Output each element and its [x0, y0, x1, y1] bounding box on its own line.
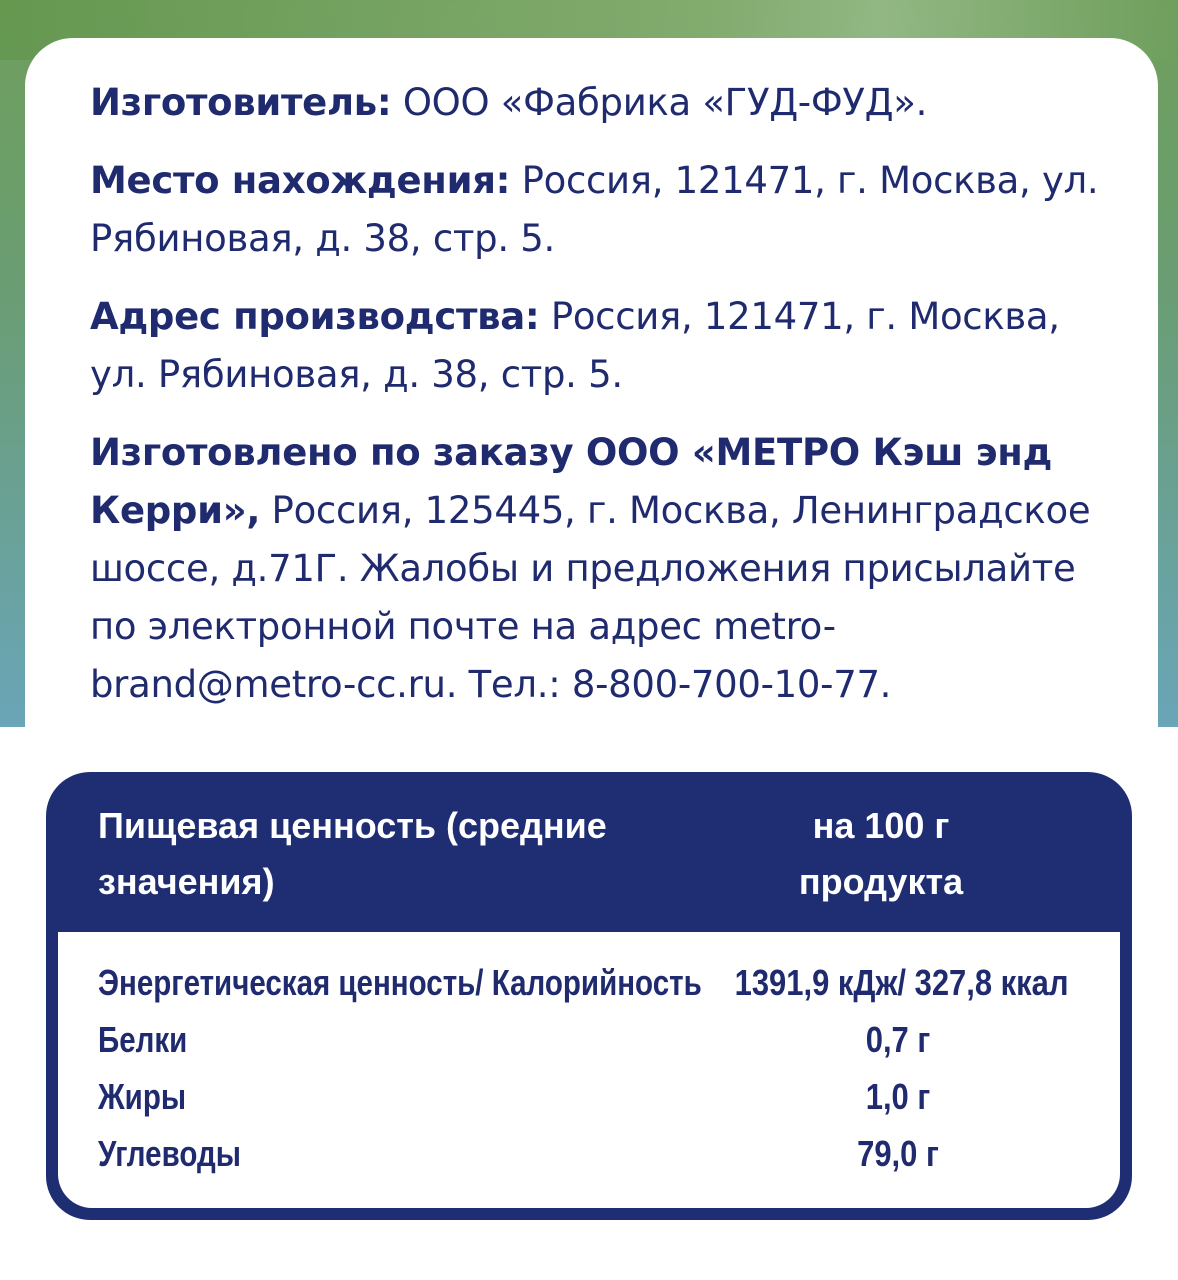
- nutrition-row-value: 1,0 г: [865, 1076, 931, 1117]
- manufacturer-line: [90, 74, 1100, 132]
- nutrition-header-label: Пищевая ценность (средние значения): [98, 805, 607, 902]
- nutrition-table: [46, 772, 1132, 1220]
- location-label: Место нахождения:: [90, 159, 511, 202]
- ordered-by-value: Россия, 125445, г. Москва, Ленинградское шоссе, д.71Г. Жалобы и предложения присылайте по электронной почте на адрес metro-brand@metro-cc.ru. Тел.: 8-800-700-10-77.: [90, 489, 1091, 706]
- nutrition-row-carbs: [98, 1125, 1108, 1183]
- production-address-line: [90, 288, 1100, 404]
- producer-info: [90, 74, 1100, 734]
- location-value: Россия, 121471, г. Москва, ул. Рябиновая, д. 38, стр. 5.: [90, 159, 1099, 260]
- manufacturer-value: ООО «Фабрика «ГУД-ФУД».: [391, 81, 928, 124]
- nutrition-row-energy: [98, 954, 1108, 1012]
- nutrition-header-per-100g: на 100 г продукта: [798, 805, 964, 902]
- nutrition-table-body: [58, 932, 1120, 1208]
- ordered-by-line: [90, 424, 1100, 714]
- nutrition-row-label: Энергетическая ценность/ Калорийность: [98, 962, 702, 1003]
- nutrition-row-label: Белки: [98, 1019, 188, 1060]
- nutrition-row-value: 0,7 г: [865, 1019, 931, 1060]
- nutrition-row-value: 1391,9 кДж/ 327,8 ккал: [734, 962, 1069, 1003]
- nutrition-row-value: 79,0 г: [857, 1133, 939, 1174]
- manufacturer-label: Изготовитель:: [90, 81, 392, 124]
- nutrition-row-label: Углеводы: [98, 1133, 241, 1174]
- production-address-value: Россия, 121471, г. Москва, ул. Рябиновая, д. 38, стр. 5.: [90, 295, 1060, 396]
- location-line: [90, 152, 1100, 268]
- nutrition-row-protein: [98, 1011, 1108, 1069]
- ordered-by-label: Изготовлено по заказу ООО «МЕТРО Кэш энд Керри»,: [90, 431, 1053, 532]
- nutrition-row-label: Жиры: [98, 1076, 187, 1117]
- production-address-label: Адрес производства:: [90, 295, 540, 338]
- nutrition-row-fat: [98, 1068, 1108, 1126]
